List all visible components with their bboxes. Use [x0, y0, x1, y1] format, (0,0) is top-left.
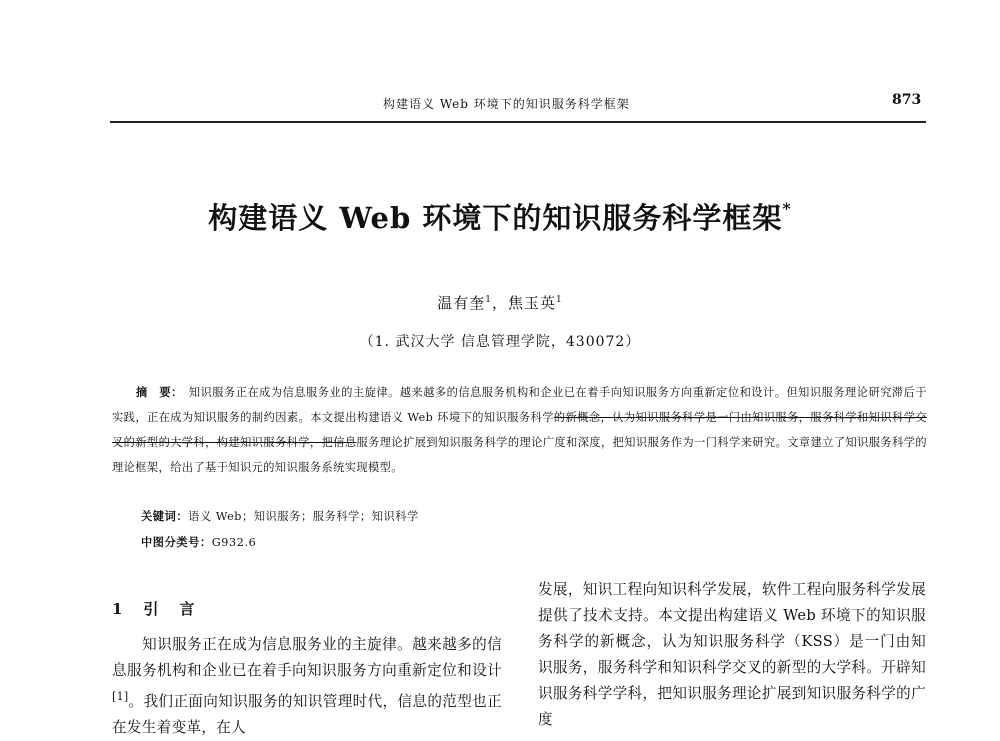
affiliation-mark: 1 [485, 295, 492, 305]
affiliation-mark: 1 [556, 295, 563, 305]
abstract [112, 380, 927, 480]
right-column-paragraph: 发展，知识工程向知识科学发展，软件工程向服务科学发展提供了技术支持。本文提出构建语义 Web 环境下的知识服务科学的新概念，认为知识服务科学（KSS）是一门由知识服务，服务科学和知识科学交叉的新型的大学科。开辟知识服务科学学科，把知识服务理论扩展到知识服务科学的广度 [538, 581, 926, 728]
keywords-value: 语义 Web；知识服务；服务科学；知识科学 [188, 510, 419, 523]
citation-ref: [1] [112, 690, 129, 703]
abstract-text: 知识服务正在成为信息服务业的主旋律。越来越多的信息服务机构和企业已在着手向知识服务方向重新定位和设计。但知识服务理论研究滞后于实践，正在成为知识服务的制约因素。本文提出构建语义 Web 环境下的知识服务科学 [112, 386, 927, 424]
abstract-label: 摘 要： [136, 385, 183, 399]
paragraph-text: 知识服务正在成为信息服务业的主旋律。越来越多的信息服务机构和企业已在着手向知识服务方向重新定位和设计 [112, 636, 502, 679]
title-footnote-mark: * [782, 199, 792, 218]
abstract-struck-text: 的新概念，认为知识服务科学是一门由知识服务，服务科学和知识科学交叉的新型的大学科，构建知识服务科学，把信息 [112, 411, 927, 449]
author-separator: ， [491, 294, 508, 312]
author-name: 温有奎 [437, 294, 486, 312]
affiliation: （1. 武汉大学 信息管理学院，430072） [359, 334, 641, 350]
authors-line [0, 292, 1000, 313]
classification-label: 中图分类号： [141, 535, 212, 549]
classification-value: G932.6 [211, 536, 257, 549]
page-number: 873 [892, 92, 922, 108]
header-rule [110, 121, 926, 123]
title-text: 构建语义 Web 环境下的知识服务科学框架 [208, 201, 783, 235]
running-header: 构建语义 Web 环境下的知识服务科学框架 [383, 97, 630, 111]
left-column-paragraph [112, 632, 502, 741]
author-name: 焦玉英 [508, 294, 557, 312]
classification-line [141, 534, 256, 550]
keywords-label: 关键词： [141, 509, 189, 523]
section-heading: 1 引 言 [112, 600, 198, 618]
paragraph-text: 。我们正面向知识服务的知识管理时代，信息的范型也正在发生着变革，在人 [112, 693, 502, 736]
keywords-line [141, 508, 419, 524]
abstract-text: 服务理论扩展到知识服务科学的理论广度和深度，把知识服务作为一门科学来研究。文章建立了知识服务科学的理论框架，给出了基于知识元的知识服务系统实现模型。 [112, 436, 927, 474]
article-title [0, 196, 1000, 237]
